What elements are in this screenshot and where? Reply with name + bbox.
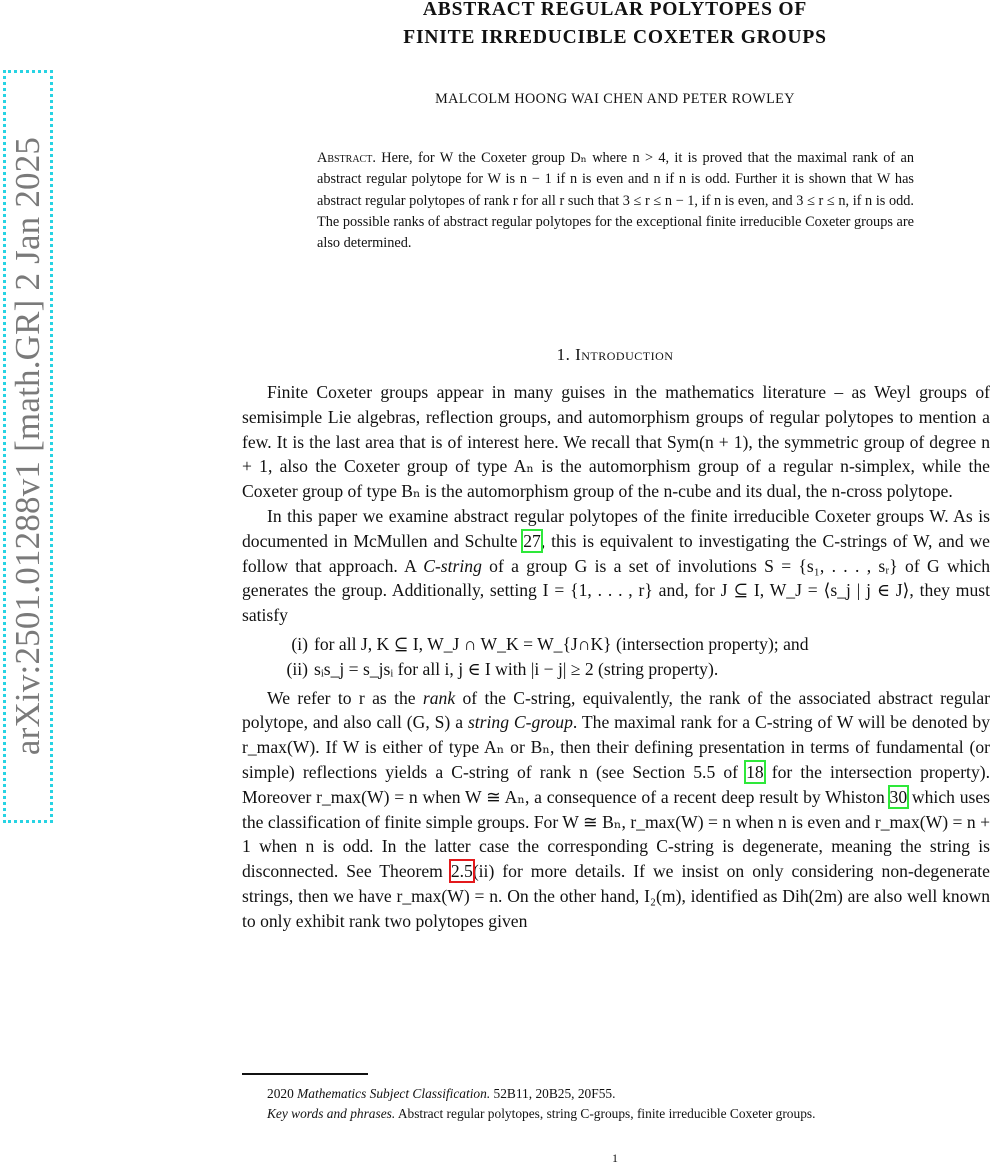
footnote-msc — [242, 1084, 990, 1104]
arxiv-identifier[interactable]: arXiv:2501.01288v1 [math.GR] 2 Jan 2025 — [8, 136, 47, 756]
term-c-string: C-string — [423, 555, 482, 576]
abstract — [317, 148, 914, 254]
body-text — [242, 380, 990, 934]
msc-codes: 52B11, 20B25, 20F55. — [493, 1086, 616, 1101]
msc-label: Mathematics Subject Classification. — [297, 1086, 491, 1101]
text: In this paper we examine abstract regular polytopes of the finite irreducible Coxeter groups W. As is documented in McMullen and Schulte — [242, 505, 990, 551]
paragraph-3 — [242, 686, 990, 934]
citation-link-30[interactable]: 30 — [889, 786, 908, 807]
citation-link-18[interactable]: 18 — [746, 761, 764, 782]
keywords: Abstract regular polytopes, string C-groups, finite irreducible Coxeter groups. — [397, 1106, 816, 1121]
keywords-label: Key words and phrases. — [267, 1106, 396, 1121]
text: (ii) for more details. If we insist on only considering non-degenerate strings, then we have r_max(W) = n. On the other hand, I₂(m), identified as Dih(2m) are also well known to only exhibit rank two polytopes given — [242, 861, 990, 931]
term-string-c-group: string C-group — [467, 712, 573, 733]
list-item — [242, 657, 990, 682]
list-number: (i) — [291, 633, 308, 654]
authors: MALCOLM HOONG WAI CHEN AND PETER ROWLEY — [435, 91, 795, 107]
footnote-keywords — [242, 1104, 990, 1124]
citation-link-27[interactable]: 27 — [523, 530, 541, 551]
text: for the intersection property). Moreover r_max(W) = n when W ≅ Aₙ, a consequence of a recent deep result by Whiston — [242, 761, 990, 807]
property-list — [242, 632, 990, 682]
list-item — [242, 632, 990, 657]
paper-title — [240, 0, 990, 52]
title-line-2: FINITE IRREDUCIBLE COXETER GROUPS — [403, 27, 827, 48]
page-number: 1 — [612, 1151, 618, 1165]
theorem-link-2-5[interactable]: 2.5 — [450, 861, 473, 882]
msc-year: 2020 — [267, 1086, 294, 1101]
list-text: for all J, K ⊆ I, W_J ∩ W_K = W_{J∩K} (intersection property); and — [314, 633, 809, 654]
text: , this is equivalent to investigating the C-strings of W, and we follow that approach. A — [242, 530, 990, 576]
text: of the C-string, equivalently, the rank of the associated abstract regular polytope, and also call (G, S) a — [242, 687, 990, 733]
term-rank: rank — [422, 687, 456, 708]
paragraph-2 — [242, 504, 990, 628]
title-line-1: ABSTRACT REGULAR POLYTOPES OF — [422, 0, 808, 20]
text: which uses the classification of finite simple groups. For W ≅ Bₙ, r_max(W) = n when n is even and r_max(W) = n + 1 when n is odd. In the latter case the corresponding C-string is degenerate, meaning the string is disconnected. See Theorem — [242, 786, 990, 882]
list-text: sᵢs_j = s_jsᵢ for all i, j ∈ I with |i − j| ≥ 2 (string property). — [314, 658, 719, 679]
text: of a group G is a set of involutions S = {s₁, . . . , sᵣ} of G which generates the group. Additionally, setting I = {1, . . . , r} and, for J ⊆ I, W_J = ⟨s_j | j ∈ J⟩, they must satisfy — [242, 555, 990, 626]
abstract-text: Here, for W the Coxeter group Dₙ where n > 4, it is proved that the maximal rank of an abstract regular polytope for W is n − 1 if n is even and n if n is odd. Further it is shown that W has abstract regular polytopes of rank r for all r such that 3 ≤ r ≤ n − 1, if n is even, and 3 ≤ r ≤ n, if n is odd. The possible ranks of abstract regular polytopes for the exceptional finite irreducible Coxeter groups are also determined. — [317, 150, 914, 252]
text: We refer to r as the — [267, 687, 423, 708]
list-number: (ii) — [286, 658, 308, 679]
section-title: Introduction — [575, 345, 674, 364]
abstract-label: Abstract. — [317, 150, 376, 166]
text: . The maximal rank for a C-string of W will be denoted by r_max(W). If W is either of type Aₙ or Bₙ, then their defining presentation in terms of fundamental (or simple) reflections yields a C-string of rank n (see Section 5.5 of — [242, 712, 990, 782]
footnotes — [242, 1084, 990, 1124]
section-number: 1. — [556, 345, 571, 364]
paragraph-1: Finite Coxeter groups appear in many guises in the mathematics literature – as Weyl groups of semisimple Lie algebras, reflection groups, and automorphism groups of regular polytopes to mention a few. It is the last area that is of interest here. We recall that Sym(n + 1), the symmetric group of degree n + 1, also the Coxeter group of type Aₙ is the automorphism group of a regular n-simplex, while the Coxeter group of type Bₙ is the automorphism group of the n-cube and its dual, the n-cross polytope. — [242, 382, 990, 502]
section-heading — [240, 345, 990, 365]
footnote-divider — [242, 1073, 368, 1075]
